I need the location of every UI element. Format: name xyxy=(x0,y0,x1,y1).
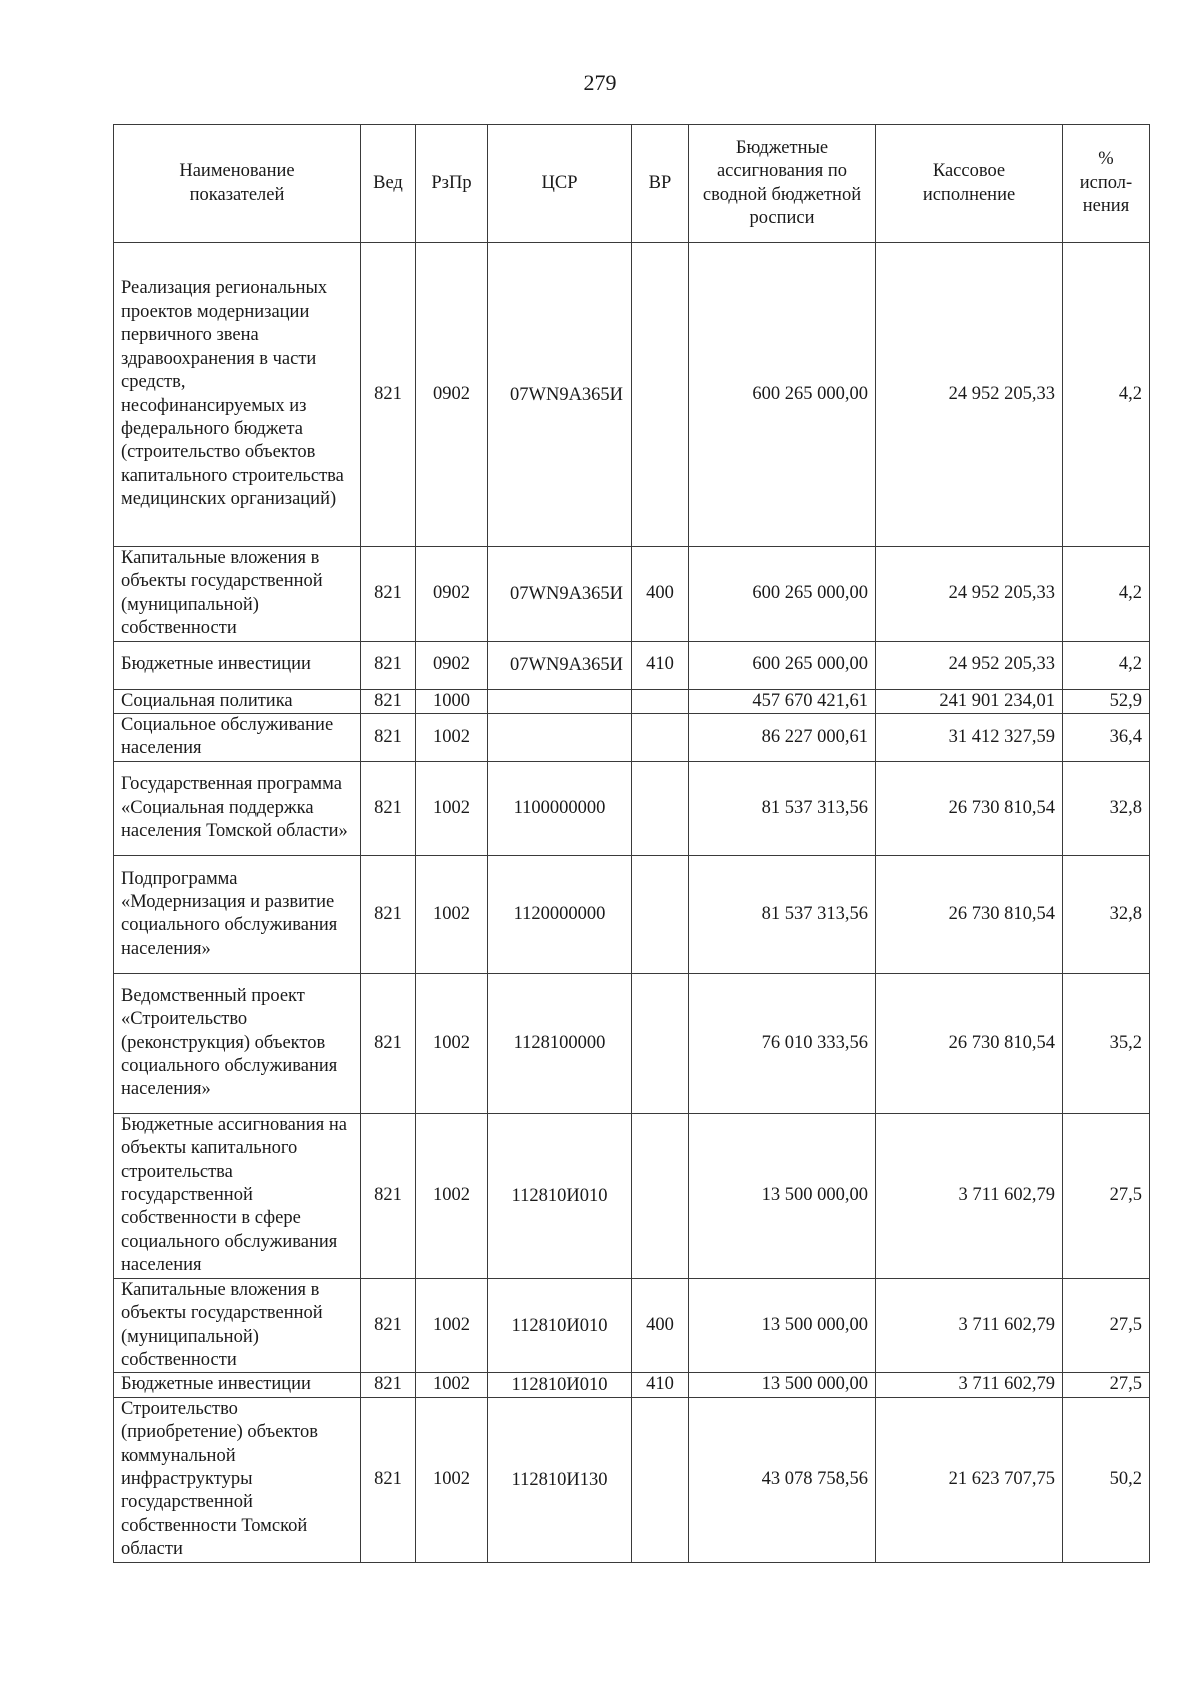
cell-name: Строительство (приобретение) объектов коммунальной инфраструктуры государственной собственности Томской области xyxy=(114,1397,361,1562)
cell-pct: 52,9 xyxy=(1063,689,1150,713)
cell-vr xyxy=(632,1113,689,1278)
budget-execution-table xyxy=(113,124,1150,1563)
header-vr xyxy=(632,125,689,243)
cell-csr: 112810И010 xyxy=(488,1113,632,1278)
cell-rzpr: 1002 xyxy=(416,761,488,855)
cell-rzpr: 1000 xyxy=(416,689,488,713)
header-name xyxy=(114,125,361,243)
cell-csr: 112810И130 xyxy=(488,1397,632,1562)
cell-rzpr: 1002 xyxy=(416,1373,488,1397)
header-csr xyxy=(488,125,632,243)
cell-plan: 81 537 313,56 xyxy=(689,855,876,973)
cell-name: Бюджетные инвестиции xyxy=(114,641,361,689)
cell-rzpr: 1002 xyxy=(416,973,488,1113)
cell-name: Ведомственный проект «Строительство (реконструкция) объектов социального обслуживания населения» xyxy=(114,973,361,1113)
cell-vr xyxy=(632,973,689,1113)
cell-fact: 26 730 810,54 xyxy=(876,973,1063,1113)
cell-pct: 35,2 xyxy=(1063,973,1150,1113)
cell-pct: 32,8 xyxy=(1063,761,1150,855)
header-pct xyxy=(1063,125,1150,243)
cell-plan: 600 265 000,00 xyxy=(689,547,876,642)
cell-rzpr: 1002 xyxy=(416,1278,488,1373)
cell-fact: 24 952 205,33 xyxy=(876,547,1063,642)
table-header-row xyxy=(114,125,1150,243)
header-plan-label: Бюджетные ассигнования по сводной бюджетной росписи xyxy=(702,137,862,228)
cell-csr xyxy=(488,689,632,713)
cell-rzpr: 1002 xyxy=(416,714,488,762)
cell-vr xyxy=(632,689,689,713)
cell-pct: 50,2 xyxy=(1063,1397,1150,1562)
cell-fact: 24 952 205,33 xyxy=(876,243,1063,547)
cell-pct: 27,5 xyxy=(1063,1113,1150,1278)
header-name-label: Наименование показателей xyxy=(179,161,295,205)
table-row xyxy=(114,641,1150,689)
cell-name: Капитальные вложения в объекты государственной (муниципальной) собственности xyxy=(114,1278,361,1373)
header-ved xyxy=(361,125,416,243)
cell-fact: 26 730 810,54 xyxy=(876,761,1063,855)
table-row xyxy=(114,714,1150,762)
cell-plan: 86 227 000,61 xyxy=(689,714,876,762)
cell-ved: 821 xyxy=(361,855,416,973)
cell-fact: 21 623 707,75 xyxy=(876,1397,1063,1562)
cell-plan: 13 500 000,00 xyxy=(689,1113,876,1278)
page-number: 279 xyxy=(583,70,617,95)
cell-vr: 400 xyxy=(632,1278,689,1373)
cell-pct: 27,5 xyxy=(1063,1278,1150,1373)
table-row xyxy=(114,973,1150,1113)
cell-fact: 26 730 810,54 xyxy=(876,855,1063,973)
cell-ved: 821 xyxy=(361,243,416,547)
header-ved-label: Вед xyxy=(373,172,403,193)
cell-ved: 821 xyxy=(361,1278,416,1373)
cell-plan: 457 670 421,61 xyxy=(689,689,876,713)
cell-name: Бюджетные ассигнования на объекты капитального строительства государственной собственности в сфере социального обслуживания населения xyxy=(114,1113,361,1278)
cell-vr: 410 xyxy=(632,1373,689,1397)
table-row xyxy=(114,1113,1150,1278)
cell-plan: 13 500 000,00 xyxy=(689,1278,876,1373)
cell-fact: 3 711 602,79 xyxy=(876,1113,1063,1278)
header-rzpr xyxy=(416,125,488,243)
cell-csr: 1100000000 xyxy=(488,761,632,855)
cell-ved: 821 xyxy=(361,689,416,713)
header-vr-label: ВР xyxy=(648,172,672,193)
cell-name: Капитальные вложения в объекты государственной (муниципальной) собственности xyxy=(114,547,361,642)
cell-fact: 31 412 327,59 xyxy=(876,714,1063,762)
cell-ved: 821 xyxy=(361,1113,416,1278)
cell-pct: 32,8 xyxy=(1063,855,1150,973)
cell-csr: 07WN9A365И xyxy=(488,547,632,642)
header-fact-label: Кассовое исполнение xyxy=(922,161,1016,205)
cell-ved: 821 xyxy=(361,547,416,642)
cell-fact: 241 901 234,01 xyxy=(876,689,1063,713)
cell-vr xyxy=(632,761,689,855)
cell-fact: 3 711 602,79 xyxy=(876,1373,1063,1397)
cell-plan: 13 500 000,00 xyxy=(689,1373,876,1397)
cell-ved: 821 xyxy=(361,761,416,855)
cell-fact: 3 711 602,79 xyxy=(876,1278,1063,1373)
cell-vr xyxy=(632,855,689,973)
table-row xyxy=(114,855,1150,973)
cell-rzpr: 1002 xyxy=(416,855,488,973)
cell-pct: 4,2 xyxy=(1063,243,1150,547)
cell-csr: 1120000000 xyxy=(488,855,632,973)
cell-csr: 1128100000 xyxy=(488,973,632,1113)
cell-name: Реализация региональных проектов модернизации первичного звена здравоохранения в части средств, несофинансируемых из федерального бюджета (строительство объектов капитального строительства медицинских организаций) xyxy=(114,243,361,547)
cell-rzpr: 0902 xyxy=(416,547,488,642)
header-rzpr-label: РзПр xyxy=(431,172,472,193)
cell-pct: 4,2 xyxy=(1063,641,1150,689)
cell-plan: 76 010 333,56 xyxy=(689,973,876,1113)
cell-plan: 600 265 000,00 xyxy=(689,243,876,547)
cell-vr: 400 xyxy=(632,547,689,642)
cell-vr: 410 xyxy=(632,641,689,689)
cell-ved: 821 xyxy=(361,1373,416,1397)
cell-vr xyxy=(632,243,689,547)
cell-pct: 27,5 xyxy=(1063,1373,1150,1397)
cell-ved: 821 xyxy=(361,1397,416,1562)
cell-rzpr: 1002 xyxy=(416,1397,488,1562)
cell-rzpr: 0902 xyxy=(416,641,488,689)
cell-name: Социальное обслуживание населения xyxy=(114,714,361,762)
cell-name: Государственная программа «Социальная поддержка населения Томской области» xyxy=(114,761,361,855)
table-row xyxy=(114,243,1150,547)
cell-rzpr: 1002 xyxy=(416,1113,488,1278)
header-csr-label: ЦСР xyxy=(541,172,578,193)
table-row xyxy=(114,547,1150,642)
table-row xyxy=(114,1397,1150,1562)
cell-name: Бюджетные инвестиции xyxy=(114,1373,361,1397)
cell-pct: 4,2 xyxy=(1063,547,1150,642)
header-pct-label: % испол-нения xyxy=(1079,149,1133,217)
header-plan xyxy=(689,125,876,243)
cell-vr xyxy=(632,1397,689,1562)
table-row xyxy=(114,761,1150,855)
cell-ved: 821 xyxy=(361,641,416,689)
cell-pct: 36,4 xyxy=(1063,714,1150,762)
cell-plan: 600 265 000,00 xyxy=(689,641,876,689)
cell-fact: 24 952 205,33 xyxy=(876,641,1063,689)
cell-csr: 07WN9A365И xyxy=(488,641,632,689)
table-row xyxy=(114,1373,1150,1397)
table-row xyxy=(114,689,1150,713)
cell-vr xyxy=(632,714,689,762)
cell-name: Подпрограмма «Модернизация и развитие социального обслуживания населения» xyxy=(114,855,361,973)
cell-name: Социальная политика xyxy=(114,689,361,713)
cell-csr: 112810И010 xyxy=(488,1278,632,1373)
cell-ved: 821 xyxy=(361,973,416,1113)
cell-csr: 07WN9A365И xyxy=(488,243,632,547)
cell-plan: 81 537 313,56 xyxy=(689,761,876,855)
cell-csr: 112810И010 xyxy=(488,1373,632,1397)
cell-csr xyxy=(488,714,632,762)
header-fact xyxy=(876,125,1063,243)
table-row xyxy=(114,1278,1150,1373)
cell-ved: 821 xyxy=(361,714,416,762)
cell-plan: 43 078 758,56 xyxy=(689,1397,876,1562)
cell-rzpr: 0902 xyxy=(416,243,488,547)
